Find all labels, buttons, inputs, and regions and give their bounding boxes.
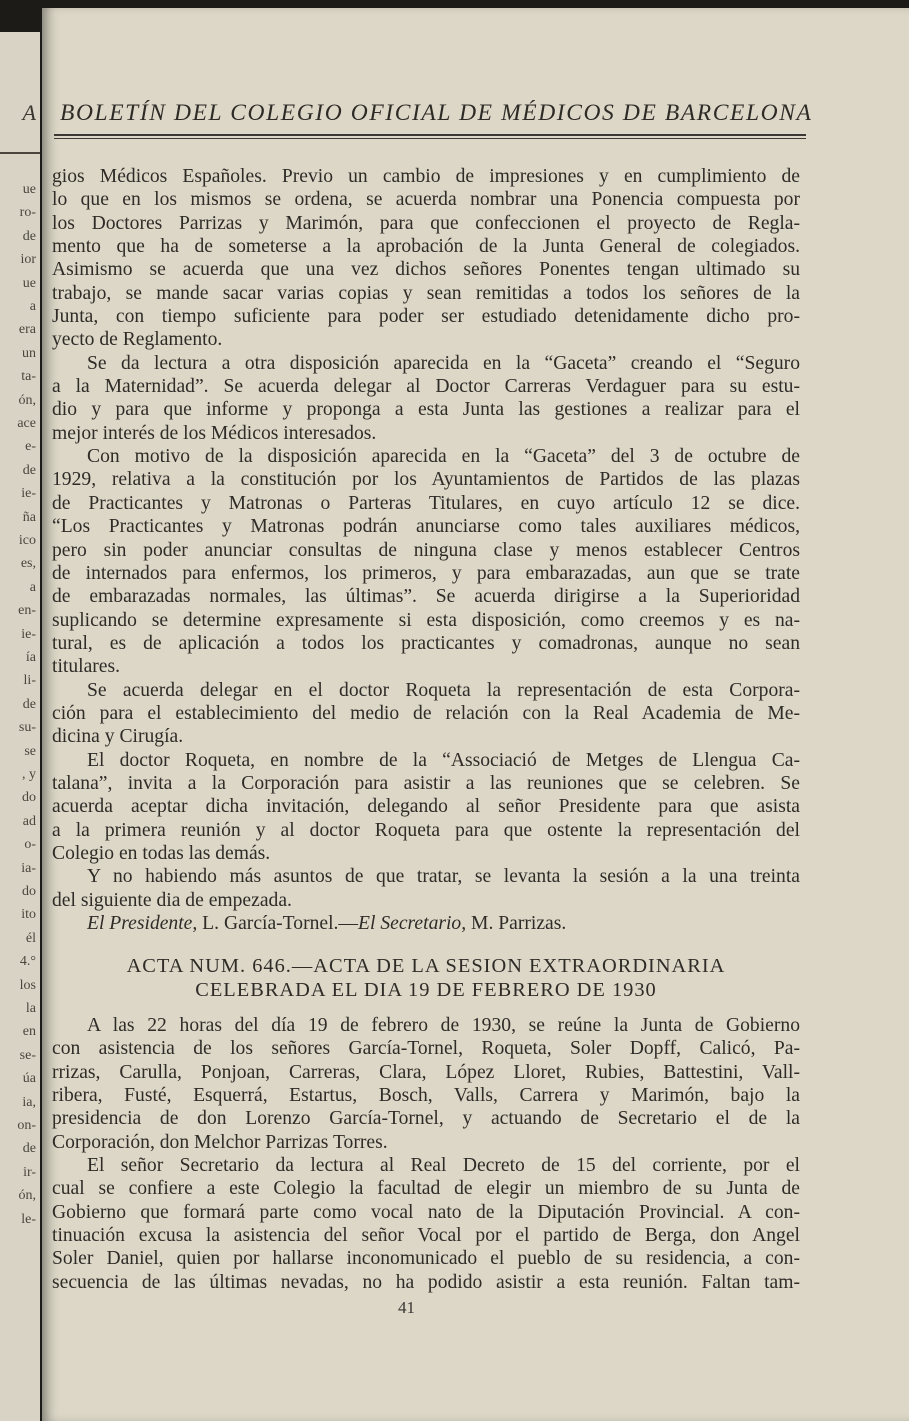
text-line: de internados para enfermos, los primeros, y para embarazadas, aun que se trate xyxy=(52,562,800,584)
section-heading-line1: ACTA NUM. 646.—ACTA DE LA SESION EXTRAORDINARIA xyxy=(126,955,726,978)
text-line: mento que ha de someterse a la aprobación de la Junta General de colegiados. xyxy=(52,236,800,258)
facing-page-fragment: li- xyxy=(23,673,36,689)
facing-page-fragment: ie- xyxy=(21,626,36,642)
text-line: A las 22 horas del día 19 de febrero de 1930, se reúne la Junta de Gobierno xyxy=(87,1015,800,1037)
facing-page-fragment: e- xyxy=(25,439,36,455)
facing-page-fragment: su- xyxy=(18,720,36,736)
facing-page-fragment: la xyxy=(25,1001,36,1016)
running-header: BOLETÍN DEL COLEGIO OFICIAL DE MÉDICOS DE BARCELONA xyxy=(60,100,813,126)
text-line: yecto de Reglamento. xyxy=(52,329,223,351)
facing-page-fragment: ico xyxy=(18,533,36,548)
facing-page-fragment: , y xyxy=(22,767,36,782)
president-label: El Presidente, xyxy=(87,913,198,934)
text-line: Corporación, don Melchor Parrizas Torres. xyxy=(52,1131,388,1153)
facing-page-fragment: se xyxy=(24,743,36,759)
text-line: de embarazadas normales, las últimas”. Se acuerda dirigirse a la Superioridad xyxy=(52,586,800,608)
text-line: trabajo, se mande sacar varias copias y sean remitidas a todos los señores de la xyxy=(52,282,800,304)
facing-page-fragment: 4.° xyxy=(19,954,36,970)
text-line: los Doctores Parrizas y Marimón, para que confeccionen el proyecto de Regla- xyxy=(52,212,800,234)
text-line: El señor Secretario da lectura al Real Decreto de 15 del corriente, por el xyxy=(87,1155,800,1177)
paragraph xyxy=(52,165,800,352)
text-line: a la Maternidad”. Se acuerda delegar al Doctor Carreras Verdaguer para su estu- xyxy=(52,376,800,398)
minutes-session-646 xyxy=(52,1014,800,1294)
text-line: Con motivo de la disposición aparecida en la “Gaceta” del 3 de octubre de xyxy=(87,446,800,468)
facing-page-fragment: de xyxy=(22,462,36,478)
signature-line xyxy=(52,912,800,935)
facing-page-fragment: ña xyxy=(22,509,36,525)
text-line: tural, es de aplicación a todos los practicantes y comadronas, aunque no sean xyxy=(52,632,800,654)
page-number: 41 xyxy=(398,1298,415,1317)
facing-page-edge xyxy=(0,32,40,1421)
text-line: tinuación excusa la asistencia del señor Vocal por el partido de Berga, don Angel xyxy=(52,1225,800,1247)
facing-page-fragment: se- xyxy=(19,1047,36,1063)
text-line: del siguiente dia de empezada. xyxy=(52,889,292,911)
paragraph xyxy=(52,679,800,749)
paragraph xyxy=(52,865,800,912)
text-line: rrizas, Carulla, Ponjoan, Carreras, Clara, López Lloret, Rubies, Battestini, Vall- xyxy=(52,1061,800,1083)
facing-page-fragment: a xyxy=(29,299,36,314)
text-line: suplicando se determine expresamente si esta disposición, como creemos y es na- xyxy=(52,609,800,631)
text-line: Se da lectura a otra disposición aparecida en la “Gaceta” creando el “Seguro xyxy=(87,352,800,374)
paragraph xyxy=(52,749,800,866)
facing-page-fragment: los xyxy=(19,977,36,993)
facing-page-header-fragment: A xyxy=(22,100,36,125)
facing-page-fragment: úa xyxy=(22,1071,36,1087)
text-line: Y no habiendo más asuntos de que tratar, se levanta la sesión a la una treinta xyxy=(87,866,800,888)
facing-page-fragment: ia- xyxy=(21,860,36,876)
paragraph xyxy=(52,1014,800,1154)
facing-page-fragment: ue xyxy=(22,182,36,197)
facing-page-fragment: ue xyxy=(22,275,36,291)
facing-page-fragment: es, xyxy=(20,556,36,572)
facing-page-fragment: en- xyxy=(18,603,36,619)
facing-page-fragment: de xyxy=(22,1141,36,1157)
section-heading-line2: CELEBRADA EL DIA 19 DE FEBRERO DE 1930 xyxy=(195,978,657,1001)
text-line: 1929, relativa a la constitución por los Ayuntamientos de Partidos de las plazas xyxy=(52,469,800,491)
facing-page-fragment: de xyxy=(22,228,36,244)
text-line: pero sin poder anunciar consultas de ninguna clase y menos establecer Centros xyxy=(52,539,800,561)
text-line: a la primera reunión y al doctor Roqueta para que ostente la representación del xyxy=(52,819,800,841)
text-line: dio y para que informe y proponga a esta Junta las gestiones a realizar para el xyxy=(52,399,800,421)
facing-page-fragment: ia, xyxy=(22,1094,36,1110)
facing-page-fragment: un xyxy=(22,345,36,361)
president-name: L. García-Tornel.— xyxy=(197,913,359,934)
text-line: presidencia de don Lorenzo García-Tornel, y actuando de Secretario el de la xyxy=(52,1108,800,1130)
facing-page-fragment: ito xyxy=(21,907,36,923)
text-line: ción para el establecimiento del medio de relación con la Real Academia de Me- xyxy=(52,702,800,724)
facing-page-fragment: ón, xyxy=(18,392,36,408)
facing-page-fragment: en xyxy=(22,1024,36,1040)
facing-page-fragment: él xyxy=(25,930,36,946)
facing-page-fragment: ior xyxy=(20,252,36,268)
text-line: gios Médicos Españoles. Previo un cambio de impresiones y en cumplimiento de xyxy=(52,166,800,187)
text-line: ribera, Fusté, Esquerrá, Estartus, Bosch, Valls, Carrera y Marimón, bajo la xyxy=(52,1085,800,1107)
header-rule-thin xyxy=(54,138,806,139)
text-line: Soler Daniel, quien por hallarse inconomunicado el pueblo de su residencia, a con- xyxy=(52,1248,800,1270)
spacer xyxy=(52,1002,800,1014)
facing-page-fragment: o- xyxy=(24,837,36,853)
paragraph xyxy=(52,445,800,678)
text-line: de Practicantes y Matronas o Parteras Titulares, en cuyo artículo 12 se dice. xyxy=(52,492,800,514)
text-line: Asimismo se acuerda que una vez dichos señores Ponentes tengan ultimado su xyxy=(52,259,800,281)
text-line: mejor interés de los Médicos interesados. xyxy=(52,422,377,444)
text-line: Junta, con tiempo suficiente para poder ser estudiado detenidamente dicho pro- xyxy=(52,306,800,328)
text-line: dicina y Cirugía. xyxy=(52,726,184,748)
text-line: Colegio en todas las demás. xyxy=(52,842,271,864)
secretary-name: M. Parrizas. xyxy=(466,913,567,934)
page-body xyxy=(52,165,800,1294)
facing-page-fragment: ie- xyxy=(21,486,36,502)
text-line: acuerda aceptar dicha invitación, delegando al señor Presidente para que asista xyxy=(52,796,800,818)
facing-page-fragment: ad xyxy=(22,813,36,829)
secretary-label: El Secretario, xyxy=(358,913,467,934)
facing-page-fragment: do xyxy=(22,884,36,899)
paragraph xyxy=(52,1154,800,1294)
header-rule xyxy=(54,134,806,136)
facing-page-fragment: ta- xyxy=(21,369,36,385)
facing-page-fragment: do xyxy=(22,790,36,806)
facing-page-fragment: le- xyxy=(21,1211,36,1227)
text-line: “Los Practicantes y Matronas podrán anunciarse como tales auxiliares médicos, xyxy=(52,516,800,538)
text-line: Gobierno que formará parte como vocal nato de la Diputación Provincial. A con- xyxy=(52,1201,800,1223)
facing-page-fragment: de xyxy=(22,696,36,712)
facing-page-fragment: ro- xyxy=(19,205,36,221)
facing-page-fragment: era xyxy=(18,322,36,338)
facing-page-fragment: ace xyxy=(17,416,36,431)
facing-page-fragment: ir- xyxy=(23,1164,36,1180)
facing-page-rule xyxy=(0,152,40,154)
text-line: cual se confiere a este Colegio la facultad de elegir un miembro de su Junta de xyxy=(52,1178,800,1200)
text-line: titulares. xyxy=(52,656,121,678)
facing-page-fragment: ía xyxy=(25,650,36,665)
text-line: Se acuerda delegar en el doctor Roqueta la representación de esta Corpora- xyxy=(87,679,800,701)
text-line: con asistencia de los señores García-Tornel, Roqueta, Soler Dopff, Calicó, Pa- xyxy=(52,1038,800,1060)
minutes-continuation xyxy=(52,165,800,912)
document-page xyxy=(42,8,909,1421)
text-line: talana”, invita a la Corporación para asistir a las reuniones que se celebren. Se xyxy=(52,772,800,794)
text-line: lo que en los mismos se ordena, se acuerda nombrar una Ponencia compuesta por xyxy=(52,189,800,211)
facing-page-fragment: ón, xyxy=(18,1188,36,1204)
text-line: secuencia de las últimas nevadas, no ha podido asistir a esta reunión. Faltan tam- xyxy=(52,1271,800,1293)
spacer xyxy=(52,935,800,955)
paragraph xyxy=(52,352,800,445)
facing-page-fragment: on- xyxy=(17,1118,36,1133)
facing-page-fragment: a xyxy=(29,579,36,595)
text-line: El doctor Roqueta, en nombre de la “Associació de Metges de Llengua Ca- xyxy=(87,749,800,771)
